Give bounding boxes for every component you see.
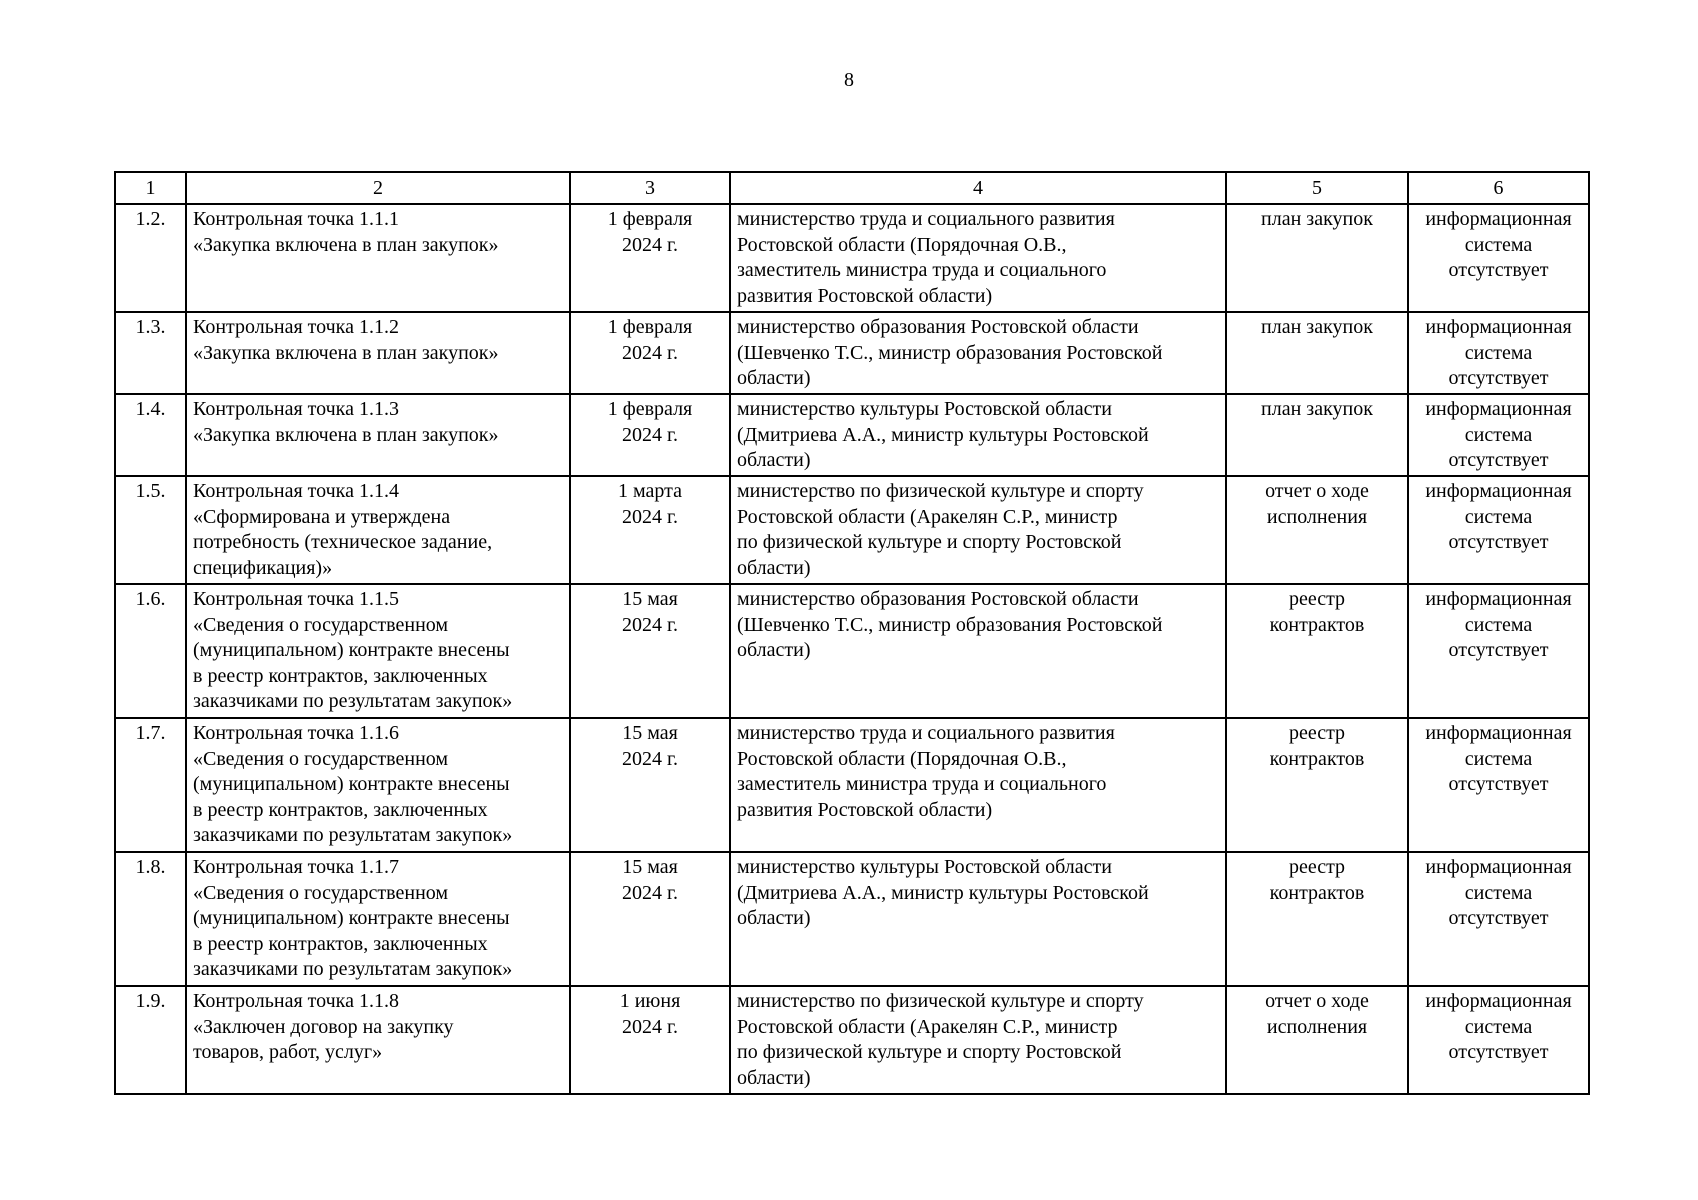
info-system-cell: информационная система отсутствует — [1408, 394, 1589, 476]
document-cell: отчет о ходе исполнения — [1226, 476, 1408, 584]
responsible-cell: министерство образования Ростовской области (Шевченко Т.С., министр образования Ростовской области) — [730, 584, 1226, 718]
responsible-cell: министерство труда и социального развития Ростовской области (Порядочная О.В., заместитель министра труда и социального развития Ростовской области) — [730, 718, 1226, 852]
row-number: 1.3. — [115, 312, 186, 394]
responsible-cell: министерство по физической культуре и спорту Ростовской области (Аракелян С.Р., министр по физической культуре и спорту Ростовской области) — [730, 476, 1226, 584]
deadline-cell: 1 февраля 2024 г. — [570, 394, 730, 476]
info-system-cell: информационная система отсутствует — [1408, 584, 1589, 718]
info-system-cell: информационная система отсутствует — [1408, 204, 1589, 312]
info-system-cell: информационная система отсутствует — [1408, 718, 1589, 852]
control-points-table — [114, 171, 1590, 1095]
responsible-cell: министерство культуры Ростовской области (Дмитриева А.А., министр культуры Ростовской области) — [730, 394, 1226, 476]
column-header: 1 — [115, 172, 186, 204]
control-point-cell: Контрольная точка 1.1.7 «Сведения о государственном (муниципальном) контракте внесены в реестр контрактов, заключенных заказчиками по результатам закупок» — [186, 852, 570, 986]
row-number: 1.8. — [115, 852, 186, 986]
control-point-cell: Контрольная точка 1.1.5 «Сведения о государственном (муниципальном) контракте внесены в реестр контрактов, заключенных заказчиками по результатам закупок» — [186, 584, 570, 718]
deadline-cell: 15 мая 2024 г. — [570, 852, 730, 986]
responsible-cell: министерство труда и социального развития Ростовской области (Порядочная О.В., заместитель министра труда и социального развития Ростовской области) — [730, 204, 1226, 312]
row-number: 1.6. — [115, 584, 186, 718]
control-point-cell: Контрольная точка 1.1.8 «Заключен договор на закупку товаров, работ, услуг» — [186, 986, 570, 1094]
document-cell: реестр контрактов — [1226, 584, 1408, 718]
table-row — [115, 718, 1589, 852]
row-number: 1.2. — [115, 204, 186, 312]
row-number: 1.9. — [115, 986, 186, 1094]
document-cell: реестр контрактов — [1226, 718, 1408, 852]
table-row — [115, 584, 1589, 718]
control-point-cell: Контрольная точка 1.1.4 «Сформирована и утверждена потребность (техническое задание, спецификация)» — [186, 476, 570, 584]
column-header: 2 — [186, 172, 570, 204]
deadline-cell: 15 мая 2024 г. — [570, 584, 730, 718]
info-system-cell: информационная система отсутствует — [1408, 986, 1589, 1094]
column-header: 6 — [1408, 172, 1589, 204]
control-point-cell: Контрольная точка 1.1.3 «Закупка включена в план закупок» — [186, 394, 570, 476]
document-cell: реестр контрактов — [1226, 852, 1408, 986]
responsible-cell: министерство образования Ростовской области (Шевченко Т.С., министр образования Ростовской области) — [730, 312, 1226, 394]
deadline-cell: 15 мая 2024 г. — [570, 718, 730, 852]
table-header-row — [115, 172, 1589, 204]
column-header: 5 — [1226, 172, 1408, 204]
deadline-cell: 1 февраля 2024 г. — [570, 204, 730, 312]
document-cell: отчет о ходе исполнения — [1226, 986, 1408, 1094]
table-row — [115, 986, 1589, 1094]
document-cell: план закупок — [1226, 394, 1408, 476]
table-row — [115, 394, 1589, 476]
row-number: 1.4. — [115, 394, 186, 476]
document-cell: план закупок — [1226, 204, 1408, 312]
table-row — [115, 476, 1589, 584]
info-system-cell: информационная система отсутствует — [1408, 476, 1589, 584]
table-row — [115, 204, 1589, 312]
deadline-cell: 1 июня 2024 г. — [570, 986, 730, 1094]
deadline-cell: 1 марта 2024 г. — [570, 476, 730, 584]
column-header: 4 — [730, 172, 1226, 204]
control-point-cell: Контрольная точка 1.1.1 «Закупка включена в план закупок» — [186, 204, 570, 312]
control-point-cell: Контрольная точка 1.1.2 «Закупка включена в план закупок» — [186, 312, 570, 394]
responsible-cell: министерство по физической культуре и спорту Ростовской области (Аракелян С.Р., министр по физической культуре и спорту Ростовской области) — [730, 986, 1226, 1094]
deadline-cell: 1 февраля 2024 г. — [570, 312, 730, 394]
info-system-cell: информационная система отсутствует — [1408, 312, 1589, 394]
table-row — [115, 312, 1589, 394]
responsible-cell: министерство культуры Ростовской области (Дмитриева А.А., министр культуры Ростовской области) — [730, 852, 1226, 986]
page-number: 8 — [844, 69, 854, 91]
column-header: 3 — [570, 172, 730, 204]
row-number: 1.5. — [115, 476, 186, 584]
document-cell: план закупок — [1226, 312, 1408, 394]
row-number: 1.7. — [115, 718, 186, 852]
info-system-cell: информационная система отсутствует — [1408, 852, 1589, 986]
control-point-cell: Контрольная точка 1.1.6 «Сведения о государственном (муниципальном) контракте внесены в реестр контрактов, заключенных заказчиками по результатам закупок» — [186, 718, 570, 852]
table-row — [115, 852, 1589, 986]
